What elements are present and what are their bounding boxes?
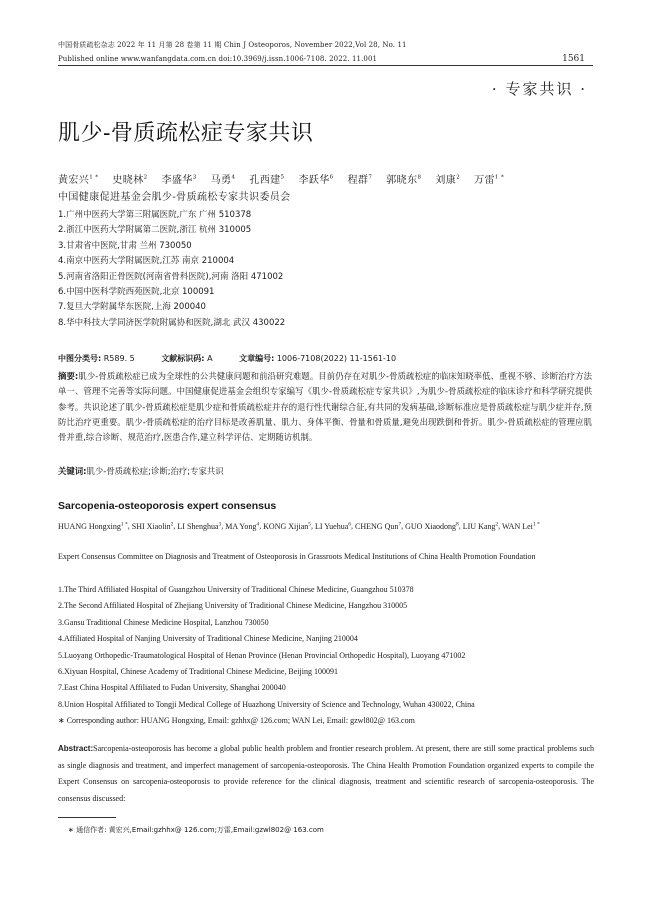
- author-name: 郭晓东: [386, 175, 418, 186]
- author: [225, 522, 259, 531]
- author-affiliation-mark: 4: [256, 521, 260, 527]
- author-affiliation-mark: 8: [417, 174, 422, 181]
- author-affiliation-mark: 2: [495, 521, 499, 527]
- author: [58, 522, 128, 531]
- author: [315, 522, 351, 531]
- doc-code-label: 文献标识码:: [161, 354, 205, 363]
- author: [355, 522, 401, 531]
- author-name: LI Yuehua: [315, 521, 349, 531]
- author-affiliation-mark: 4: [231, 174, 236, 181]
- affiliation-cn-item: 5.河南省洛阳正骨医院(河南省骨科医院),河南 洛阳 471002: [58, 271, 284, 282]
- author-affiliation-mark: 6: [348, 521, 352, 527]
- author-name: 马勇: [210, 175, 232, 186]
- affiliation-en-item: 3.Gansu Traditional Chinese Medicine Hospital, Lanzhou 730050: [58, 617, 269, 627]
- author: [405, 522, 459, 531]
- affiliation-cn-item: 7.复旦大学附属华东医院,上海 200040: [58, 302, 206, 313]
- organization-en: Expert Consensus Committee on Diagnosis and Treatment of Osteoporosis in Grassroots Medical Institutions of China Health Promotion Foundation: [58, 552, 536, 561]
- author: [58, 175, 98, 186]
- author: [463, 522, 498, 531]
- author-name: 史晓林: [112, 175, 144, 186]
- affiliation-cn-item: 2.浙江中医药大学附属第二医院,浙江 杭州 310005: [58, 225, 252, 236]
- doc-code-value: A: [207, 354, 213, 363]
- author-name: 李跃华: [298, 175, 330, 186]
- affiliations-en: [58, 582, 598, 730]
- article-number-label: 文章编号:: [239, 354, 275, 363]
- affiliation-en-item: 5.Luoyang Orthopedic-Traumatological Hospital of Henan Province (Henan Provincial Orthopedic Hospital), Luoyang 471002: [58, 650, 466, 660]
- keywords-cn-label: 关键词:: [58, 466, 87, 476]
- affiliation-cn-item: 6.中国中医科学院西苑医院,北京 100091: [58, 287, 215, 298]
- author-affiliation-mark: 5: [280, 174, 285, 181]
- affiliation-en-item: 1.The Third Affiliated Hospital of Guangzhou University of Traditional Chinese Medicine, Guangzhou 510378: [58, 585, 414, 594]
- classification-line: [58, 353, 396, 364]
- author-affiliation-mark: 1 *: [89, 174, 99, 181]
- author-name: CHENG Qun: [355, 521, 399, 531]
- affiliation-en-item: 2.The Second Affiliated Hospital of Zhejiang University of Traditional Chinese Medicine, Hangzhou 310005: [58, 601, 408, 611]
- author: [132, 522, 174, 531]
- author: [263, 522, 311, 531]
- author-affiliation-mark: 3: [218, 521, 222, 527]
- author-affiliation-mark: 1 *: [120, 521, 128, 527]
- author: [502, 522, 540, 531]
- author-affiliation-mark: 5: [308, 521, 312, 527]
- author-name: WAN Lei: [502, 521, 533, 531]
- article-number-value: 1006-7108(2022) 11-1561-10: [276, 354, 397, 363]
- section-tag: · 专家共识 ·: [491, 80, 587, 98]
- author-name: 刘康: [435, 175, 457, 186]
- authors-cn: [58, 171, 504, 186]
- author-name: GUO Xiaodong: [405, 521, 456, 531]
- footnote-rule: [58, 817, 116, 818]
- affiliation-en-item: 8.Union Hospital Affiliated to Tongji Medical College of Huazhong University of Science and Technology, Wuhan 430022, China: [58, 699, 475, 709]
- author-affiliation-mark: 3: [192, 174, 197, 181]
- organization-cn: 中国健康促进基金会肌少-骨质疏松专家共识委员会: [58, 192, 291, 203]
- affiliation-en-item: 4.Affiliated Hospital of Nanjing University of Traditional Chinese Medicine, Nanjing 210004: [58, 634, 358, 644]
- author-affiliation-mark: 6: [329, 174, 334, 181]
- keywords-cn-text: 肌少-骨质疏松症;诊断;治疗;专家共识: [86, 466, 224, 476]
- affiliation-en-item: 6.Xiyuan Hospital, Chinese Academy of Traditional Chinese Medicine, Beijing 100091: [58, 667, 338, 677]
- author-affiliation-mark: 2: [456, 174, 461, 181]
- affiliation-cn-item: 4.南京中医药大学附属医院,江苏 南京 210004: [58, 256, 235, 267]
- author: [162, 175, 197, 186]
- author-name: 李盛华: [161, 175, 193, 186]
- author-affiliation-mark: 8: [456, 521, 459, 527]
- corresponding-author-en: ∗ Corresponding author: HUANG Hongxing, Email: gzhhx@ 126.com; WAN Lei, Email: gzwl802@ 163.com: [58, 716, 415, 726]
- author: [386, 175, 421, 186]
- affiliation-cn-item: 1.广州中医药大学第三附属医院,广东 广州 510378: [58, 210, 252, 220]
- affiliation-cn-item: 3.甘肃省中医院,甘肃 兰州 730050: [58, 240, 192, 251]
- abstract-en: [58, 741, 594, 807]
- abstract-cn: [58, 369, 592, 445]
- author: [249, 175, 284, 186]
- author: [474, 175, 504, 186]
- author-affiliation-mark: 7: [368, 174, 373, 181]
- author-affiliation-mark: 2: [143, 174, 148, 181]
- clc-value: R589. 5: [103, 354, 135, 363]
- author-affiliation-mark: 2: [170, 521, 174, 527]
- author-name: LIU Kang: [462, 521, 496, 531]
- journal-header-line: 中国骨质疏松杂志 2022 年 11 月第 28 卷第 11 期 Chin J Osteoporos, November 2022,Vol 28, No. 11: [58, 41, 407, 49]
- author-name: 程群: [347, 175, 369, 186]
- footnote-corresponding: ∗ 通信作者: 黄宏兴,Email:gzhhx@ 126.com;万雷,Email:gzwl802@ 163.com: [68, 826, 324, 834]
- clc-label: 中图分类号:: [58, 354, 102, 363]
- abstract-cn-label: 摘要:: [58, 371, 79, 381]
- author-affiliation-mark: 7: [398, 521, 402, 527]
- header-rule: [58, 65, 593, 66]
- page-number: 1561: [562, 54, 585, 64]
- affiliation-cn-item: 8.华中科技大学同济医学院附属协和医院,湖北 武汉 430022: [58, 317, 286, 328]
- author-name: SHI Xiaolin: [131, 521, 171, 531]
- author-name: 万雷: [474, 175, 495, 186]
- authors-en: HUANG Hongxing$^{1 *}$, SHI Xiaolin$^2$, LI Shenghua$^3$, MA Yong$^4$, KONG Xijian$^5$, LI Yuehua$^6$, CHENG Qun$^7$, GUO Xiaodong$^8$, LIU Kang$^2$, WAN Lei$^{1 *}$: [58, 521, 540, 531]
- author-name: 黄宏兴: [58, 175, 90, 186]
- author: [112, 175, 147, 186]
- author: [348, 175, 373, 186]
- affiliations-cn: [58, 208, 598, 331]
- abstract-en-text: Sarcopenia-osteoporosis has become a global public health problem and frontier research problem. At present, there are still some practical problems such as single diagnosis and treatment, and imperfect management of sarcopenia-osteoporosis. The China Health Promotion Foundation organized experts to compile the Expert Consensus on sarcopenia-osteoporosis to provide reference for the clinical diagnosis, treatment and scientific research of sarcopenia-osteoporosis. The consensus discussed:: [58, 744, 594, 803]
- journal-doi-line: Published online www.wanfangdata.com.cn doi:10.3969/j.issn.1006-7108. 2022. 11.001: [58, 55, 378, 63]
- author-name: LI Shenghua: [177, 521, 219, 531]
- author: [177, 522, 221, 531]
- abstract-en-label: Abstract:: [58, 744, 94, 753]
- author: [211, 175, 236, 186]
- author-name: 孔西建: [249, 175, 281, 186]
- author-name: MA Yong: [225, 521, 257, 531]
- english-title: Sarcopenia-osteoporosis expert consensus: [58, 500, 277, 512]
- abstract-cn-text: 肌少-骨质疏松症已成为全球性的公共健康问题和前沿研究难题。目前仍存在对肌少-骨质疏松症的临床知晓率低、重视不够、诊断治疗方法单一、管理不完善等实际问题。中国健康促进基金会组织专家编写《肌少-骨质疏松症专家共识》,为肌少-骨质疏松症的临床诊疗和科学研究提供参考。共识论述了肌少-骨质疏松症是肌少症和骨质疏松症并存的退行性代谢综合征,有共同的发病基础,诊断标准应是骨质疏松症与肌少症并存,预防比治疗更重要。肌少-骨质疏松症的治疗目标是改善肌量、肌力、身体平衡、骨量和骨质量,避免出现跌倒和骨折。肌少-骨质疏松症的管理应肌骨并重,综合诊断、规范治疗,医患合作,建立科学评估、定期随访机制。: [58, 371, 592, 443]
- author-name: HUANG Hongxing: [58, 521, 121, 531]
- keywords-cn: [58, 465, 224, 477]
- author-affiliation-mark: 1 *: [494, 174, 505, 181]
- author: [298, 175, 333, 186]
- author: [435, 175, 460, 186]
- article-title: 肌少-骨质疏松症专家共识: [58, 121, 314, 146]
- author-affiliation-mark: 1 *: [532, 521, 540, 527]
- affiliation-en-item: 7.East China Hospital Affiliated to Fudan University, Shanghai 200040: [58, 683, 286, 693]
- author-name: KONG Xijian: [263, 521, 309, 531]
